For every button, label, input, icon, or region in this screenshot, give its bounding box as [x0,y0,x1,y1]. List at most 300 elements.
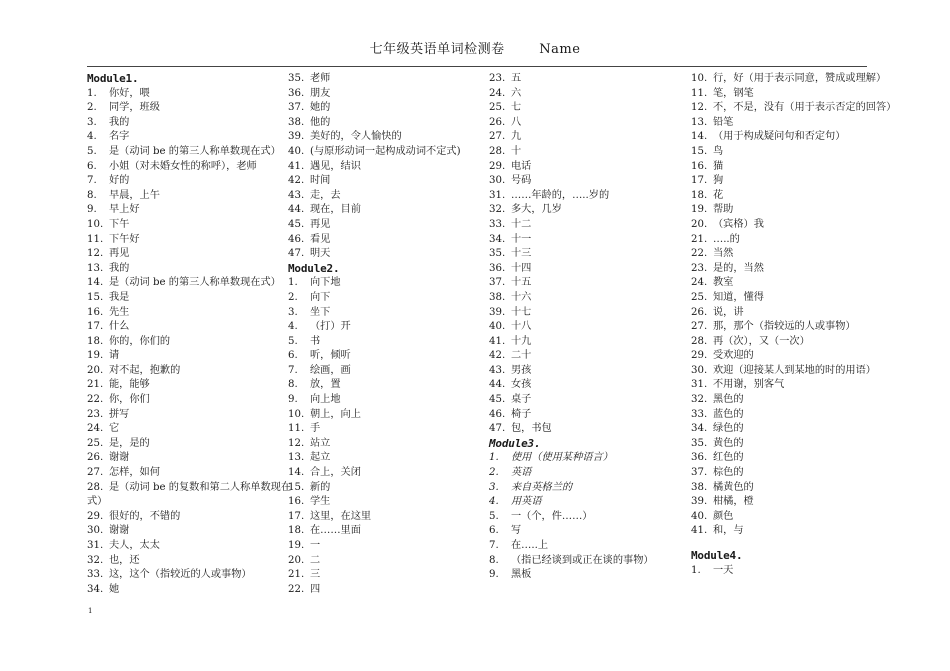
vocab-item [87,451,292,466]
item-number: 22. [288,583,305,595]
item-number: 41. [288,160,305,172]
vocab-item [489,145,694,160]
vocab-item [288,524,493,539]
vocab-item [87,116,292,131]
item-meaning: 她的 [310,102,331,114]
item-number: 15. [691,145,708,157]
vocab-item [489,203,694,218]
item-meaning: 多大，几岁 [511,204,562,216]
item-meaning: 笔，钢笔 [713,87,754,99]
vocab-item [87,291,292,306]
vocab-item [288,320,493,335]
vocab-item [87,218,292,233]
name-label: Name [539,42,581,57]
item-number: 21. [87,379,104,391]
item-meaning: 这里，在这里 [310,510,372,522]
vocab-item [288,510,493,525]
item-number: 44. [489,379,506,391]
item-number: 6. [489,525,499,537]
item-meaning: 电话 [511,160,532,172]
item-number: 36. [691,452,708,464]
item-number: 3. [87,116,97,128]
item-number: 37. [489,277,506,289]
item-number: 12. [288,437,305,449]
item-number: 45. [489,394,506,406]
item-meaning: 六 [511,87,522,99]
item-number: 27. [87,467,104,479]
item-meaning: 黄色的 [713,437,744,449]
vocab-item [288,306,493,321]
item-meaning: 九 [511,131,522,143]
item-meaning: 早晨，上午 [109,189,160,201]
item-meaning: 我的 [109,262,130,274]
item-number: 26. [691,306,708,318]
item-number: 20. [691,218,708,230]
item-number: 41. [489,335,506,347]
item-meaning: 拼写 [109,408,130,420]
vocab-item [691,276,906,291]
item-meaning: (与原形动词一起构成动词不定式) [310,145,461,157]
item-meaning: 向下 [310,291,331,303]
item-number: 34. [87,583,104,595]
vocab-item [691,306,906,321]
vocab-item [87,145,292,160]
item-meaning: 用英语 [511,496,542,508]
item-number: 37. [691,467,708,479]
item-number: 40. [288,145,305,157]
item-number: 1. [489,452,499,464]
vocab-item [87,437,292,452]
item-number: 16. [288,496,305,508]
vocab-item [87,87,292,102]
item-meaning: 在…..上 [511,540,549,551]
item-meaning: 看见 [310,233,331,245]
vocab-item [489,174,694,189]
vocab-item [489,335,694,350]
item-number: 12. [691,102,708,114]
item-number: 27. [691,321,708,333]
item-meaning: 包，书包 [511,423,552,435]
item-number: 16. [87,306,104,318]
item-number: 19. [691,204,708,216]
vocab-item [87,422,292,437]
item-meaning: 和，与 [713,525,744,537]
vocab-item [87,378,292,393]
item-meaning: 行，好（用于表示同意，赞成或理解） [713,73,887,84]
item-number: 23. [87,408,104,420]
item-number: 32. [87,554,104,566]
vocab-item [691,524,906,539]
item-meaning: 橘黄色的 [713,481,754,493]
vocab-item [489,160,694,175]
vocab-item [87,481,292,510]
item-meaning: 是，是的 [109,437,150,449]
vocab-item [489,233,694,248]
item-meaning: 时间 [310,175,331,187]
vocab-item [489,422,694,437]
item-meaning: 是（动词 be 的第三人称单数现在式） [109,277,281,289]
item-number: 2. [489,467,499,479]
item-number: 12. [87,248,104,260]
item-number: 15. [288,481,305,493]
vocab-item [489,262,694,277]
vocab-item [288,539,493,554]
vocab-item [691,451,906,466]
item-number: 34. [691,423,708,435]
item-meaning: 十八 [511,321,532,333]
item-meaning: 十九 [511,335,532,347]
vocab-item [87,335,292,350]
vocab-item [288,422,493,437]
title-text: 七年级英语单词检测卷 [369,42,505,57]
item-number: 44. [288,204,305,216]
item-meaning: （打）开 [310,321,351,333]
vocab-item [87,393,292,408]
vocab-item [691,510,906,525]
item-number: 30. [691,364,708,376]
item-meaning: 这，这个（指较近的人或事物） [109,569,252,581]
item-meaning: 对不起，抱歉的 [109,364,181,376]
item-meaning: 你好，喂 [109,87,150,99]
item-number: 28. [691,335,708,347]
vocab-item [691,87,906,102]
item-meaning: 七 [511,102,522,114]
item-meaning: 十五 [511,277,532,289]
vocab-item [87,276,292,291]
item-number: 21. [691,233,708,245]
vocab-item [489,189,694,204]
item-number: 7. [87,175,97,187]
item-number: 38. [489,291,506,303]
item-meaning: 书 [310,335,321,347]
item-meaning: 请 [109,350,120,362]
vocab-item [691,408,906,423]
item-number: 7. [288,364,298,376]
column-3 [489,72,694,583]
item-meaning: 椅子 [511,408,532,420]
item-meaning: 起立 [310,452,331,464]
item-number: 8. [87,189,97,201]
item-meaning: 十四 [511,262,532,274]
vocab-item [87,233,292,248]
item-meaning: 合上，关闭 [310,467,361,479]
item-meaning: 很好的，不错的 [109,510,181,522]
item-meaning: ……年龄的，…..岁的 [511,189,610,201]
vocab-item [691,101,906,116]
item-meaning: 猫 [713,160,724,172]
vocab-item [489,101,694,116]
item-meaning: 你的，你们的 [109,335,171,347]
item-number: 13. [87,262,104,274]
item-number: 1. [691,564,701,576]
vocab-item [691,130,906,145]
item-number: 42. [489,350,506,362]
item-number: 33. [87,569,104,581]
item-meaning: 十七 [511,306,532,318]
item-number: 6. [288,350,298,362]
item-meaning: 能，能够 [109,379,150,391]
module-heading: Module4. [691,549,743,562]
item-meaning: （指已经谈到或正在谈的事物） [511,554,654,566]
item-meaning: 二十 [511,350,532,362]
module-heading: Module1. [87,72,139,85]
vocab-item [87,189,292,204]
item-number: 11. [288,423,305,435]
item-meaning: 谢谢 [109,525,130,537]
vocab-item [87,247,292,262]
item-meaning: 蓝色的 [713,408,744,420]
item-meaning: 使用（使用某种语言） [511,452,613,464]
item-number: 41. [691,525,708,537]
header-divider [87,66,867,67]
item-meaning: 手 [310,423,321,435]
vocab-item [87,524,292,539]
item-number: 33. [691,408,708,420]
vocab-item [87,349,292,364]
item-meaning: 二 [310,554,321,566]
item-meaning: 不，不是，没有（用于表示否定的回答） [713,102,897,114]
vocab-item [87,174,292,189]
item-number: 1. [288,277,298,289]
item-number: 14. [691,131,708,143]
item-number: 21. [288,569,305,581]
item-meaning: 我是 [109,291,130,303]
item-number: 2. [87,102,97,114]
item-number: 4. [489,496,499,508]
item-number: 33. [489,218,506,230]
vocab-item [489,539,694,554]
item-number: 19. [87,350,104,362]
vocab-item [288,437,493,452]
vocab-item [691,495,906,510]
vocab-item [489,218,694,233]
module-heading: Module2. [288,261,340,275]
item-number: 22. [87,394,104,406]
item-meaning: 名字 [109,131,130,143]
vocab-item [288,583,493,598]
item-number: 31. [87,540,104,551]
vocab-item [87,364,292,379]
item-meaning: 绿色的 [713,423,744,435]
vocab-item [87,160,292,175]
vocab-item [691,378,906,393]
item-meaning: （宾格）我 [713,218,764,230]
vocab-item [288,189,493,204]
item-meaning: …..的 [713,233,740,245]
item-meaning: 十六 [511,291,532,303]
vocab-item [489,116,694,131]
column-1 [87,72,292,597]
item-meaning: 十二 [511,218,532,230]
vocab-item [87,101,292,116]
item-number: 20. [87,364,104,376]
vocab-item [288,130,493,145]
item-number: 28. [87,481,104,493]
vocab-item [489,554,694,569]
item-number: 10. [288,408,305,420]
item-meaning: 四 [310,583,321,595]
item-meaning: 十一 [511,233,532,245]
item-meaning: 再见 [310,218,331,230]
vocab-item [489,87,694,102]
item-meaning: 颜色 [713,510,734,522]
item-meaning: 他的 [310,116,331,128]
item-number: 18. [87,335,104,347]
item-meaning: 明天 [310,248,331,260]
item-meaning: 早上好 [109,204,140,216]
item-meaning: 女孩 [511,379,532,391]
item-meaning: 老师 [310,73,331,84]
item-number: 27. [489,131,506,143]
item-meaning: 男孩 [511,364,532,376]
vocab-item [489,364,694,379]
item-number: 15. [87,291,104,303]
vocab-item [87,568,292,583]
vocab-item [288,174,493,189]
vocab-item [691,320,906,335]
vocab-item [489,291,694,306]
module-heading: Module3. [489,436,541,450]
item-number: 29. [691,350,708,362]
item-number: 25. [87,437,104,449]
vocab-item [87,583,292,598]
item-meaning: 棕色的 [713,467,744,479]
vocab-item [288,145,493,160]
item-meaning: 当然 [713,248,734,260]
item-meaning: 那，那个（指较远的人或事物） [713,321,856,333]
vocab-item [87,320,292,335]
item-number: 43. [288,189,305,201]
item-number: 23. [489,73,506,84]
vocab-item [288,160,493,175]
item-number: 29. [87,510,104,522]
item-meaning: 学生 [310,496,331,508]
vocab-item [87,306,292,321]
item-meaning: 在……里面 [310,525,361,537]
item-number: 39. [691,496,708,508]
vocab-item [288,87,493,102]
item-meaning: 八 [511,116,522,128]
item-meaning: 谢谢 [109,452,130,464]
item-number: 43. [489,364,506,376]
item-number: 8. [288,379,298,391]
vocab-item [489,247,694,262]
vocab-item [87,262,292,277]
item-number: 40. [489,321,506,333]
item-number: 30. [489,175,506,187]
item-number: 10. [691,73,708,84]
item-number: 45. [288,218,305,230]
item-number: 47. [288,248,305,260]
item-number: 26. [489,116,506,128]
vocab-item [288,408,493,423]
item-number: 1. [87,87,97,99]
item-meaning: 是（动词 be 的复数和第二人称单数现在式） [87,481,292,508]
vocab-item [87,554,292,569]
item-number: 9. [87,204,97,216]
item-number: 42. [288,175,305,187]
item-number: 37. [288,102,305,114]
vocab-item [691,393,906,408]
vocab-item [489,510,694,525]
vocab-item [489,466,694,481]
item-number: 47. [489,423,506,435]
item-meaning: 也，还 [109,554,140,566]
vocab-item [691,233,906,248]
item-meaning: 号码 [511,175,532,187]
item-number: 28. [489,145,506,157]
item-number: 5. [489,510,499,522]
item-number: 17. [87,321,104,333]
item-meaning: 一（个，件……） [511,510,593,522]
item-number: 18. [288,525,305,537]
item-meaning: 美好的，令人愉快的 [310,131,402,143]
item-meaning: 知道，懂得 [713,291,764,303]
vocab-item [87,510,292,525]
item-number: 8. [489,554,499,566]
vocab-item [87,203,292,218]
item-number: 46. [489,408,506,420]
vocab-item [288,233,493,248]
item-meaning: 朝上，向上 [310,408,361,420]
item-meaning: 下午好 [109,233,140,245]
item-meaning: （用于构成疑问句和否定句） [713,131,846,143]
vocab-item [87,466,292,481]
item-number: 24. [87,423,104,435]
vocab-item [691,349,906,364]
vocab-item [691,564,906,579]
vocab-item [489,378,694,393]
item-number: 5. [288,335,298,347]
vocab-item [489,568,694,583]
vocab-item [489,349,694,364]
item-meaning: 不用谢，别客气 [713,379,785,391]
item-number: 35. [691,437,708,449]
item-meaning: 来自英格兰的 [511,481,573,493]
item-meaning: 先生 [109,306,130,318]
vocab-item [691,189,906,204]
item-meaning: 说，讲 [713,306,744,318]
item-meaning: 新的 [310,481,331,493]
vocab-item [691,160,906,175]
item-number: 11. [691,87,708,99]
vocab-item [288,495,493,510]
item-number: 18. [691,189,708,201]
item-meaning: 绘画，画 [310,364,351,376]
item-number: 9. [489,569,499,581]
item-meaning: 红色的 [713,452,744,464]
vocab-item [489,276,694,291]
item-meaning: 一 [310,540,321,551]
vocab-item [691,203,906,218]
column-2 [288,72,493,597]
item-number: 39. [288,131,305,143]
vocab-item [288,116,493,131]
vocab-item [87,539,292,554]
vocab-item [691,247,906,262]
item-meaning: 坐下 [310,306,331,318]
item-meaning: 教室 [713,277,734,289]
vocab-item [489,72,694,87]
spacer [691,539,906,549]
item-meaning: 十三 [511,248,532,260]
item-number: 38. [691,481,708,493]
item-meaning: 铅笔 [713,116,734,128]
item-meaning: 写 [511,525,522,537]
item-number: 5. [87,145,97,157]
item-number: 16. [691,160,708,172]
item-meaning: 桌子 [511,394,532,406]
